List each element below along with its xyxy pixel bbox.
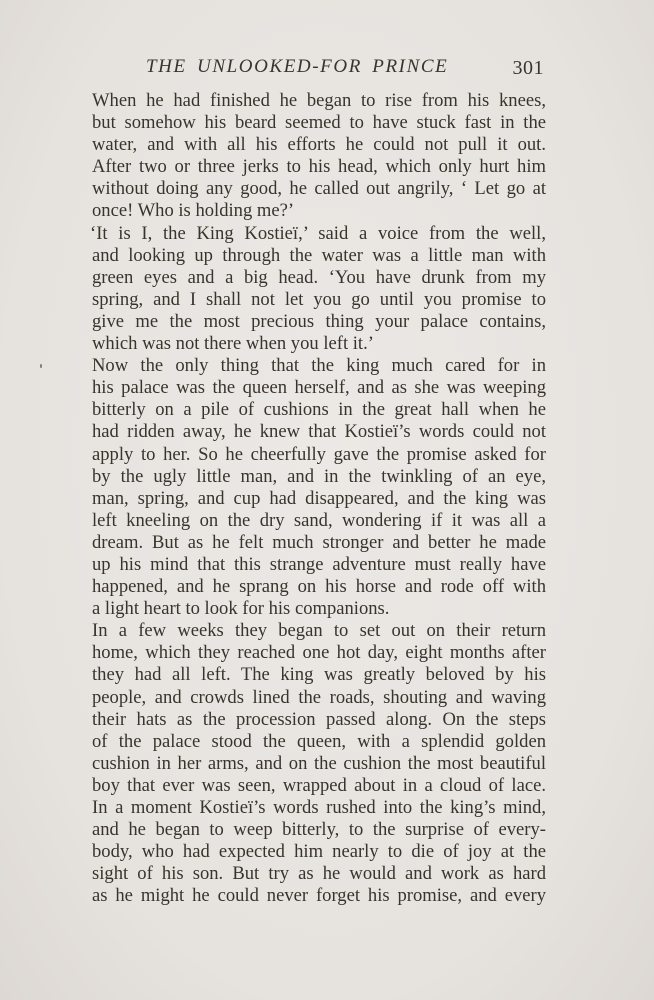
text-line: without doing any good, he called out angrily, ‘ Let go at — [92, 178, 546, 200]
text-line: as he might he could never forget his promise, and every — [92, 885, 546, 907]
text-line: they had all left. The king was greatly beloved by his — [92, 664, 546, 686]
text-line: which was not there when you left it.’ — [92, 333, 374, 355]
text-line: boy that ever was seen, wrapped about in a cloud of lace. — [92, 774, 546, 796]
text-line: When he had finished he began to rise from his knees, — [92, 90, 546, 111]
text-line: sight of his son. But try as he would and work as hard — [92, 863, 546, 885]
text-line: of the palace stood the queen, with a splendid golden — [92, 730, 546, 752]
running-head — [146, 56, 544, 84]
text-line: his palace was the queen herself, and as she was weeping — [92, 377, 546, 399]
text-line: had ridden away, he knew that Kostieï’s words could not — [92, 421, 546, 443]
text-line: In a moment Kostieï’s words rushed into the king’s mind, — [92, 797, 546, 818]
text-line: apply to her. So he cheerfully gave the promise asked for — [92, 443, 546, 465]
text-line: After two or three jerks to his head, which only hurt him — [92, 156, 546, 178]
text-line: by the ugly little man, and in the twinkling of an eye, — [92, 465, 546, 487]
body-text — [92, 90, 546, 907]
text-line: ‘It is I, the King Kostieï,’ said a voice from the well, — [90, 222, 546, 244]
text-line: up his mind that this strange adventure must really have — [92, 553, 546, 575]
text-line: and looking up through the water was a little man with — [92, 244, 546, 266]
text-line: water, and with all his efforts he could not pull it out. — [92, 134, 546, 156]
text-line: and he began to weep bitterly, to the surprise of every- — [92, 819, 546, 841]
text-line: spring, and I shall not let you go until you promise to — [92, 288, 546, 310]
text-line: left kneeling on the dry sand, wondering if it was all a — [92, 509, 546, 531]
text-line: bitterly on a pile of cushions in the great hall when he — [92, 399, 546, 421]
text-line: once! Who is holding me?’ — [92, 200, 295, 222]
text-line: happened, and he sprang on his horse and rode off with — [92, 576, 546, 598]
text-line: man, spring, and cup had disappeared, and the king was — [92, 487, 546, 509]
running-title: THE UNLOOKED-FOR PRINCE — [146, 56, 449, 77]
text-line: green eyes and a big head. ‘You have drunk from my — [92, 266, 546, 288]
text-line: Now the only thing that the king much cared for in — [92, 355, 546, 377]
text-line: a light heart to look for his companions. — [92, 598, 390, 620]
page-number: 301 — [512, 57, 544, 79]
text-line: cushion in her arms, and on the cushion the most beautiful — [92, 752, 546, 774]
text-line: people, and crowds lined the roads, shouting and waving — [92, 686, 546, 708]
text-line: their hats as the procession passed along. On the steps — [92, 708, 546, 730]
text-line: give me the most precious thing your palace contains, — [92, 310, 546, 332]
text-line: but somehow his beard seemed to have stuck fast in the — [92, 112, 546, 134]
text-line: dream. But as he felt much stronger and better he made — [92, 531, 546, 553]
margin-speck — [40, 364, 42, 368]
text-line: body, who had expected him nearly to die of joy at the — [92, 841, 546, 863]
text-line: In a few weeks they began to set out on their return — [92, 620, 546, 642]
text-line: home, which they reached one hot day, eight months after — [92, 642, 546, 664]
